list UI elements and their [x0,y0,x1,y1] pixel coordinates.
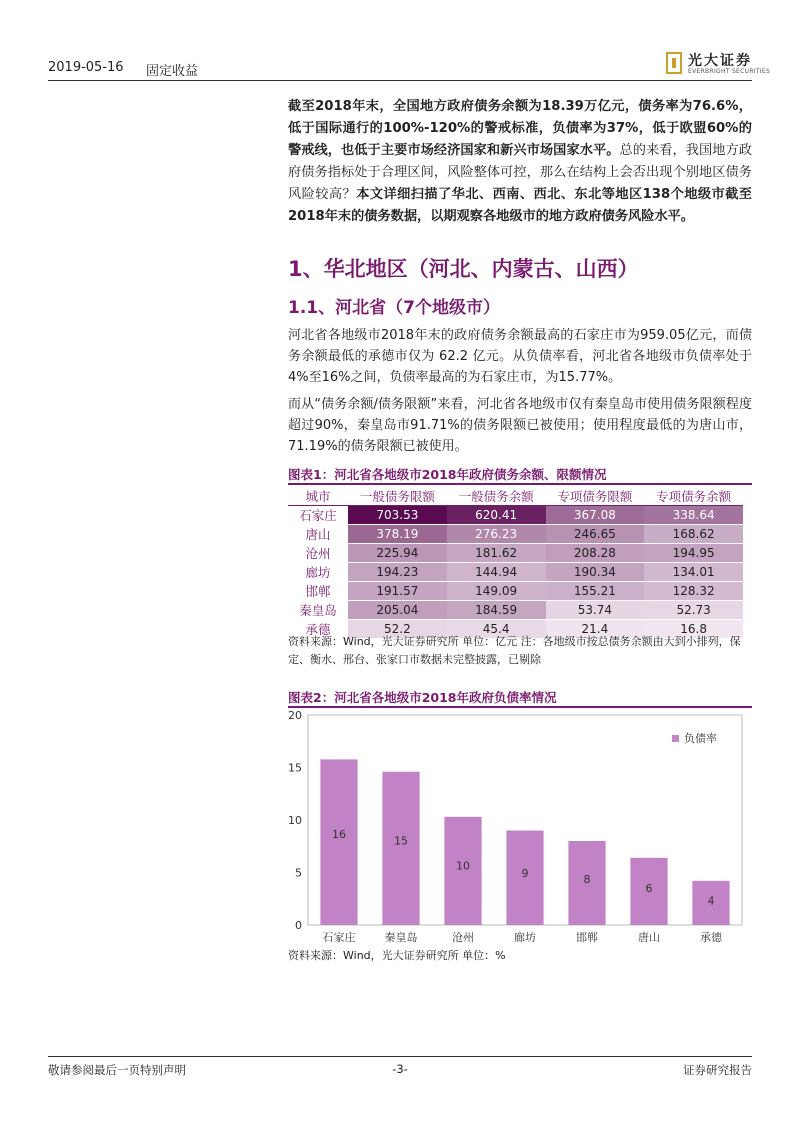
x-tick-label: 石家庄 [322,931,356,944]
company-logo [666,50,771,78]
intro-bold-text: 截至2018年末，全国地方政府债务余额为18.39万亿元，债务率为76.6%，低于国际通行的100%-120%的警戒标准，负债率为37%，低于欧盟60%的警戒线，也低于主要市场经济国家和新兴市场国家水平。 [288,99,752,158]
table-cell-value: 181.62 [447,544,546,563]
table-cell-value: 225.94 [348,544,447,563]
table-cell-value: 367.08 [546,506,645,525]
table-row [288,582,743,601]
table-cell-city: 邯郸 [288,582,348,601]
bar-data-label: 4 [707,894,715,908]
y-tick-label: 5 [295,866,302,880]
x-tick-label: 邯郸 [576,931,598,944]
table-cell-value: 149.09 [447,582,546,601]
table-header-cell: 城市 [288,487,348,506]
table-cell-city: 唐山 [288,525,348,544]
table-cell-city: 石家庄 [288,506,348,525]
footer-report-type: 证券研究报告 [683,1063,752,1077]
header-date: 2019-05-16 [48,60,124,75]
paragraph-debt-limit: 而从“债务余额/债务限额”来看，河北省各地级市仅有秦皇岛市使用债务限额程度超过90%，秦皇岛市91.71%的债务限额已被使用；使用程度最低的为唐山市，71.19%的债务限额已被使用。 [288,397,752,454]
paragraph-debt-balance: 河北省各地级市2018年末的政府债务余额最高的石家庄市为959.05亿元，而债务余额最低的承德市仅为 62.2 亿元。从负债率看，河北省各地级市负债率处于4%至16%之间，负债率最高的为石家庄市，为15.77%。 [288,328,752,385]
bar-data-label: 15 [394,834,408,848]
table-cell-value: 45.4 [447,620,546,639]
x-tick-label: 秦皇岛 [384,931,418,944]
table-cell-value: 246.65 [546,525,645,544]
table-cell-value: 338.64 [644,506,743,525]
table-cell-value: 53.74 [546,601,645,620]
table-cell-city: 廊坊 [288,563,348,582]
table-cell-value: 620.41 [447,506,546,525]
table-row [288,506,743,525]
table-cell-value: 276.23 [447,525,546,544]
table-cell-value: 16.8 [644,620,743,639]
debt-ratio-bar-chart [288,705,752,945]
intro-normal-text: 总的来看，我国地方政府债务指标处于合理区间，风险整体可控，那么在结构上会否出现个别地区债务风险较高？ [288,143,753,202]
table-cell-value: 144.94 [447,563,546,582]
section-heading: 1、华北地区（河北、内蒙古、山西） [288,257,639,281]
footer-disclaimer: 敬请参阅最后一页特别声明 [48,1063,186,1077]
bar-data-label: 6 [645,882,653,896]
chart-caption: 图表2：河北省各地级市2018年政府负债率情况 [288,690,557,705]
y-tick-label: 15 [288,761,302,775]
chart-source-note: 资料来源：Wind，光大证券研究所 单位：% [288,949,506,962]
header-category: 固定收益 [146,64,199,79]
table-cell-city: 承德 [288,620,348,639]
debt-table [288,487,743,639]
bar [320,759,357,925]
logo-text-cn: 光大证券 [688,53,752,69]
y-tick-label: 20 [288,709,302,722]
bar-data-label: 10 [456,859,470,873]
table-cell-value: 208.28 [546,544,645,563]
table-cell-value: 703.53 [348,506,447,525]
table-cell-value: 378.19 [348,525,447,544]
bar-data-label: 16 [332,827,346,841]
header-divider [48,80,752,81]
table-header-cell: 专项债务限额 [546,487,645,506]
logo-text-en: EVERBRIGHT SECURITIES [688,68,771,75]
table-cell-value: 191.57 [348,582,447,601]
table-cell-city: 沧州 [288,544,348,563]
table-row [288,563,743,582]
table-caption: 图表1：河北省各地级市2018年政府债务余额、限额情况 [288,467,607,482]
y-tick-label: 10 [288,814,302,827]
x-tick-label: 沧州 [452,931,474,944]
bar [382,772,419,925]
x-tick-label: 承德 [700,931,722,944]
y-tick-label: 0 [295,919,302,932]
table-cell-value: 155.21 [546,582,645,601]
table-cell-value: 52.2 [348,620,447,639]
legend-swatch [672,735,679,742]
table-row [288,544,743,563]
intro-paragraph [288,96,752,228]
table-row [288,525,743,544]
intro-bold-text-2: 本文详细扫描了华北、西南、西北、东北等地区138个地级市截至2018年末的债务数据，以期观察各地级市的地方政府债务风险水平。 [288,187,752,224]
bar-data-label: 9 [521,867,529,881]
bar-data-label: 8 [583,872,591,886]
table-cell-value: 184.59 [447,601,546,620]
page-number: -3- [392,1062,408,1076]
table-cell-value: 134.01 [644,563,743,582]
table-cell-value: 128.32 [644,582,743,601]
logo-mark-icon [666,52,682,74]
table-cell-value: 190.34 [546,563,645,582]
table-source-note: 资料来源：Wind，光大证券研究所 单位：亿元 注：各地级市按总债务余额由大到小排列，保定、衡水、邢台、张家口市数据未完整披露，已剔除 [288,635,741,666]
table-caption-rule [288,483,752,485]
table-row [288,601,743,620]
table-cell-value: 194.23 [348,563,447,582]
table-cell-value: 168.62 [644,525,743,544]
table-cell-value: 194.95 [644,544,743,563]
table-cell-value: 52.73 [644,601,743,620]
table-header-row [288,487,743,506]
table-cell-city: 秦皇岛 [288,601,348,620]
table-header-cell: 一般债务限额 [348,487,447,506]
x-tick-label: 廊坊 [514,931,536,944]
table-header-cell: 一般债务余额 [447,487,546,506]
table-header-cell: 专项债务余额 [644,487,743,506]
x-tick-label: 唐山 [638,931,660,944]
table-cell-value: 21.4 [546,620,645,639]
footer-divider [48,1056,752,1057]
legend-label: 负债率 [684,732,717,745]
table-cell-value: 205.04 [348,601,447,620]
subsection-heading: 1.1、河北省（7个地级市） [288,298,500,318]
